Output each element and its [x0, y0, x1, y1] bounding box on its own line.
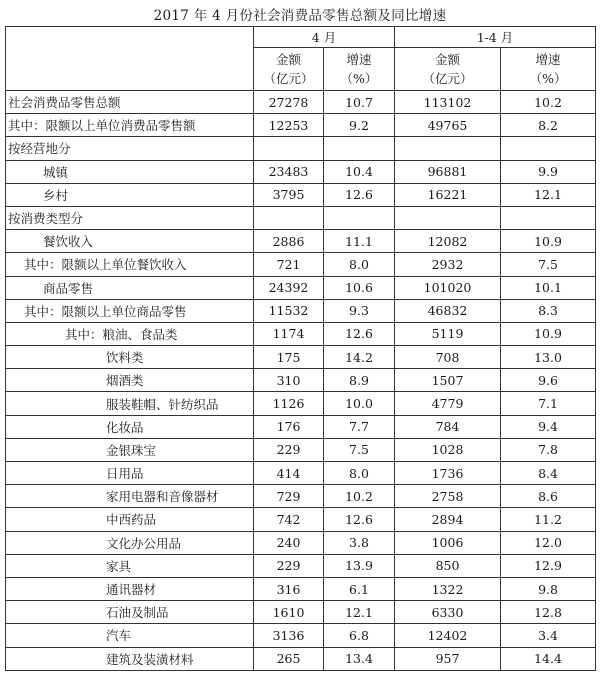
april-amount: 229 [254, 554, 324, 577]
header-ytd-growth: 增速 （%） [501, 48, 596, 91]
april-amount: 265 [254, 647, 324, 670]
april-growth: 7.7 [324, 415, 395, 438]
april-amount: 414 [254, 462, 324, 485]
april-growth [324, 206, 395, 229]
ytd-amount: 16221 [395, 183, 501, 206]
ytd-growth: 7.8 [501, 438, 596, 461]
ytd-growth: 12.1 [501, 183, 596, 206]
row-label: 石油及制品 [6, 601, 254, 624]
table-row-section [6, 206, 596, 229]
row-label: 中西药品 [6, 508, 254, 531]
ytd-growth: 9.8 [501, 577, 596, 600]
row-label: 饮料类 [6, 346, 254, 369]
row-label: 社会消费品零售总额 [6, 91, 254, 114]
april-growth: 10.2 [324, 485, 395, 508]
table-row [6, 508, 596, 531]
row-label: 文化办公用品 [6, 531, 254, 554]
ytd-growth: 10.9 [501, 322, 596, 345]
ytd-amount: 113102 [395, 91, 501, 114]
april-amount: 175 [254, 346, 324, 369]
ytd-amount: 101020 [395, 276, 501, 299]
ytd-amount: 2758 [395, 485, 501, 508]
april-growth: 8.9 [324, 369, 395, 392]
april-growth: 10.0 [324, 392, 395, 415]
row-label: 服装鞋帽、针纺织品 [6, 392, 254, 415]
section-label: 按经营地分 [6, 137, 254, 160]
ytd-amount [395, 206, 501, 229]
table-row [6, 647, 596, 670]
row-label: 餐饮收入 [6, 230, 254, 253]
ytd-amount: 2894 [395, 508, 501, 531]
ytd-amount: 12402 [395, 624, 501, 647]
table-row [6, 160, 596, 183]
section-label: 按消费类型分 [6, 206, 254, 229]
row-label: 化妆品 [6, 415, 254, 438]
april-growth: 12.6 [324, 322, 395, 345]
april-growth: 13.4 [324, 647, 395, 670]
row-label: 家具 [6, 554, 254, 577]
ytd-growth: 13.0 [501, 346, 596, 369]
header-jan-apr: 1-4 月 [395, 27, 596, 48]
header-corner-cell [6, 27, 254, 91]
ytd-growth: 7.5 [501, 253, 596, 276]
april-growth: 12.1 [324, 601, 395, 624]
row-label: 商品零售 [6, 276, 254, 299]
table-row [6, 369, 596, 392]
header-row-periods [6, 27, 596, 48]
header-ytd-amount: 金额 （亿元） [395, 48, 501, 91]
april-amount: 3136 [254, 624, 324, 647]
ytd-growth: 9.9 [501, 160, 596, 183]
ytd-amount: 957 [395, 647, 501, 670]
retail-sales-table [5, 26, 596, 671]
row-label: 其中：限额以上单位商品零售 [6, 299, 254, 322]
ytd-amount: 1322 [395, 577, 501, 600]
table-row [6, 624, 596, 647]
april-amount: 12253 [254, 114, 324, 137]
ytd-amount: 2932 [395, 253, 501, 276]
april-growth: 9.2 [324, 114, 395, 137]
april-growth: 14.2 [324, 346, 395, 369]
table-row [6, 438, 596, 461]
ytd-amount: 46832 [395, 299, 501, 322]
table-row [6, 299, 596, 322]
april-amount: 176 [254, 415, 324, 438]
table-row [6, 485, 596, 508]
row-label: 其中：粮油、食品类 [6, 322, 254, 345]
ytd-amount [395, 137, 501, 160]
ytd-amount: 708 [395, 346, 501, 369]
table-row [6, 554, 596, 577]
ytd-growth: 10.9 [501, 230, 596, 253]
ytd-growth: 8.3 [501, 299, 596, 322]
table-row [6, 322, 596, 345]
ytd-growth: 3.4 [501, 624, 596, 647]
ytd-amount: 850 [395, 554, 501, 577]
april-growth: 11.1 [324, 230, 395, 253]
ytd-growth [501, 206, 596, 229]
april-amount: 310 [254, 369, 324, 392]
ytd-amount: 1507 [395, 369, 501, 392]
april-amount: 240 [254, 531, 324, 554]
table-title: 2017 年 4 月份社会消费品零售总额及同比增速 [153, 8, 447, 24]
table-row [6, 462, 596, 485]
april-growth: 3.8 [324, 531, 395, 554]
row-label: 乡村 [6, 183, 254, 206]
ytd-growth: 12.8 [501, 601, 596, 624]
april-amount: 742 [254, 508, 324, 531]
table-row-section [6, 137, 596, 160]
april-growth: 8.0 [324, 253, 395, 276]
ytd-growth: 10.1 [501, 276, 596, 299]
table-row [6, 392, 596, 415]
ytd-amount: 96881 [395, 160, 501, 183]
april-amount: 721 [254, 253, 324, 276]
ytd-amount: 5119 [395, 322, 501, 345]
table-row [6, 577, 596, 600]
row-label: 家用电器和音像器材 [6, 485, 254, 508]
ytd-growth: 8.4 [501, 462, 596, 485]
header-april-amount: 金额 （亿元） [254, 48, 324, 91]
april-amount [254, 137, 324, 160]
april-amount: 1174 [254, 322, 324, 345]
ytd-growth: 8.6 [501, 485, 596, 508]
header-april: 4 月 [254, 27, 395, 48]
april-growth: 6.1 [324, 577, 395, 600]
april-growth: 12.6 [324, 508, 395, 531]
april-amount: 316 [254, 577, 324, 600]
table-row [6, 531, 596, 554]
row-label: 其中：限额以上单位餐饮收入 [6, 253, 254, 276]
ytd-growth: 10.2 [501, 91, 596, 114]
ytd-growth: 11.2 [501, 508, 596, 531]
ytd-growth: 12.9 [501, 554, 596, 577]
row-label: 通讯器材 [6, 577, 254, 600]
ytd-amount: 1736 [395, 462, 501, 485]
april-growth: 12.6 [324, 183, 395, 206]
april-amount: 3795 [254, 183, 324, 206]
april-growth: 10.6 [324, 276, 395, 299]
row-label: 烟酒类 [6, 369, 254, 392]
table-row [6, 415, 596, 438]
april-amount: 27278 [254, 91, 324, 114]
table-row [6, 114, 596, 137]
header-april-growth: 增速 （%） [324, 48, 395, 91]
ytd-amount: 1006 [395, 531, 501, 554]
april-amount: 23483 [254, 160, 324, 183]
ytd-growth [501, 137, 596, 160]
ytd-amount: 784 [395, 415, 501, 438]
april-amount: 729 [254, 485, 324, 508]
april-growth: 13.9 [324, 554, 395, 577]
april-amount [254, 206, 324, 229]
april-growth [324, 137, 395, 160]
ytd-growth: 9.4 [501, 415, 596, 438]
april-amount: 229 [254, 438, 324, 461]
ytd-amount: 12082 [395, 230, 501, 253]
row-label: 金银珠宝 [6, 438, 254, 461]
table-row [6, 91, 596, 114]
ytd-amount: 4779 [395, 392, 501, 415]
table-row [6, 230, 596, 253]
ytd-amount: 1028 [395, 438, 501, 461]
row-label: 建筑及装潢材料 [6, 647, 254, 670]
april-amount: 24392 [254, 276, 324, 299]
row-label: 其中：限额以上单位消费品零售额 [6, 114, 254, 137]
ytd-growth: 12.0 [501, 531, 596, 554]
ytd-growth: 8.2 [501, 114, 596, 137]
april-growth: 8.0 [324, 462, 395, 485]
table-row [6, 276, 596, 299]
april-growth: 6.8 [324, 624, 395, 647]
row-label: 日用品 [6, 462, 254, 485]
row-label: 城镇 [6, 160, 254, 183]
table-row [6, 183, 596, 206]
april-amount: 11532 [254, 299, 324, 322]
april-amount: 1126 [254, 392, 324, 415]
row-label: 汽车 [6, 624, 254, 647]
april-growth: 10.4 [324, 160, 395, 183]
ytd-growth: 7.1 [501, 392, 596, 415]
ytd-growth: 14.4 [501, 647, 596, 670]
april-growth: 9.3 [324, 299, 395, 322]
april-amount: 1610 [254, 601, 324, 624]
ytd-amount: 49765 [395, 114, 501, 137]
april-growth: 10.7 [324, 91, 395, 114]
table-row [6, 601, 596, 624]
april-growth: 7.5 [324, 438, 395, 461]
ytd-amount: 6330 [395, 601, 501, 624]
ytd-growth: 9.6 [501, 369, 596, 392]
april-amount: 2886 [254, 230, 324, 253]
table-row [6, 346, 596, 369]
table-row [6, 253, 596, 276]
